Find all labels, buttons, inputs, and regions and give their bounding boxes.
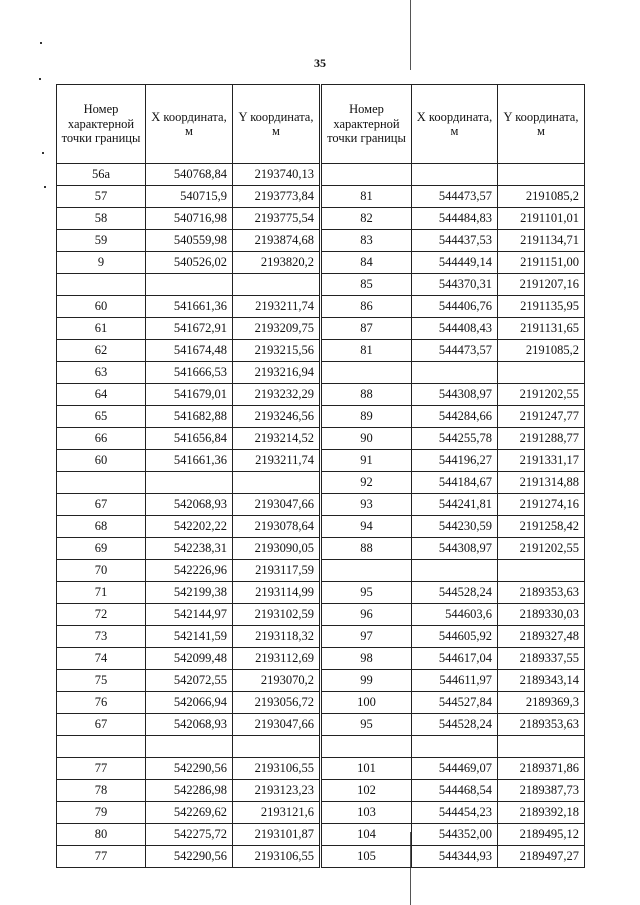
x-coordinate-cell: 541672,91	[146, 318, 233, 340]
table-row	[322, 450, 585, 472]
y-coordinate-cell: 2189371,86	[498, 758, 585, 780]
point-number-cell: 82	[322, 208, 412, 230]
table-row	[57, 516, 320, 538]
x-coordinate-cell: 544308,97	[412, 538, 498, 560]
point-number-cell: 67	[57, 714, 146, 736]
point-number-cell: 99	[322, 670, 412, 692]
y-coordinate-cell	[498, 736, 585, 758]
point-number-cell: 91	[322, 450, 412, 472]
table-row	[57, 472, 320, 494]
table-row	[57, 164, 320, 186]
point-number-cell: 95	[322, 714, 412, 736]
x-coordinate-cell: 544184,67	[412, 472, 498, 494]
x-coordinate-cell: 544473,57	[412, 340, 498, 362]
table-row	[322, 670, 585, 692]
coordinates-table-right	[321, 84, 585, 868]
y-coordinate-cell: 2191274,16	[498, 494, 585, 516]
x-coordinate-cell: 542066,94	[146, 692, 233, 714]
point-number-cell: 97	[322, 626, 412, 648]
table-row	[57, 428, 320, 450]
y-coordinate-cell: 2193211,74	[233, 296, 320, 318]
table-row	[57, 406, 320, 428]
table-row	[322, 274, 585, 296]
point-number-cell: 73	[57, 626, 146, 648]
header-point: Номер характерной точки границы	[57, 85, 146, 164]
table-row	[57, 384, 320, 406]
y-coordinate-cell: 2193214,52	[233, 428, 320, 450]
point-number-cell: 60	[57, 296, 146, 318]
y-coordinate-cell: 2193117,59	[233, 560, 320, 582]
x-coordinate-cell: 541661,36	[146, 450, 233, 472]
point-number-cell: 67	[57, 494, 146, 516]
x-coordinate-cell: 544468,54	[412, 780, 498, 802]
table-row	[57, 692, 320, 714]
y-coordinate-cell: 2193047,66	[233, 494, 320, 516]
point-number-cell: 61	[57, 318, 146, 340]
point-number-cell: 74	[57, 648, 146, 670]
point-number-cell: 62	[57, 340, 146, 362]
table-row	[322, 582, 585, 604]
y-coordinate-cell: 2193078,64	[233, 516, 320, 538]
point-number-cell: 79	[57, 802, 146, 824]
x-coordinate-cell: 541679,01	[146, 384, 233, 406]
table-row	[322, 296, 585, 318]
header-y: Y координата, м	[498, 85, 585, 164]
y-coordinate-cell: 2189327,48	[498, 626, 585, 648]
y-coordinate-cell: 2191101,01	[498, 208, 585, 230]
x-coordinate-cell: 544603,6	[412, 604, 498, 626]
x-coordinate-cell: 544230,59	[412, 516, 498, 538]
x-coordinate-cell: 542072,55	[146, 670, 233, 692]
x-coordinate-cell	[146, 736, 233, 758]
table-row	[322, 780, 585, 802]
y-coordinate-cell: 2193209,75	[233, 318, 320, 340]
point-number-cell: 77	[57, 758, 146, 780]
x-coordinate-cell: 541674,48	[146, 340, 233, 362]
x-coordinate-cell: 544528,24	[412, 714, 498, 736]
y-coordinate-cell: 2189330,03	[498, 604, 585, 626]
table-row	[322, 714, 585, 736]
scan-dot	[44, 186, 46, 188]
table-row	[322, 362, 585, 384]
table-row	[322, 428, 585, 450]
point-number-cell: 71	[57, 582, 146, 604]
y-coordinate-cell: 2193121,6	[233, 802, 320, 824]
table-row	[57, 780, 320, 802]
y-coordinate-cell: 2193090,05	[233, 538, 320, 560]
point-number-cell: 96	[322, 604, 412, 626]
point-number-cell: 72	[57, 604, 146, 626]
point-number-cell: 94	[322, 516, 412, 538]
x-coordinate-cell: 544255,78	[412, 428, 498, 450]
header-y: Y координата, м	[233, 85, 320, 164]
x-coordinate-cell: 542290,56	[146, 846, 233, 868]
header-x: X координата, м	[146, 85, 233, 164]
y-coordinate-cell: 2191207,16	[498, 274, 585, 296]
y-coordinate-cell: 2189392,18	[498, 802, 585, 824]
x-coordinate-cell: 540768,84	[146, 164, 233, 186]
y-coordinate-cell: 2191288,77	[498, 428, 585, 450]
header-row	[57, 85, 320, 164]
point-number-cell: 101	[322, 758, 412, 780]
table-row	[57, 714, 320, 736]
y-coordinate-cell: 2191202,55	[498, 538, 585, 560]
table-row	[322, 494, 585, 516]
y-coordinate-cell: 2193123,23	[233, 780, 320, 802]
point-number-cell: 78	[57, 780, 146, 802]
table-row	[57, 208, 320, 230]
table-row	[57, 274, 320, 296]
table-row	[322, 186, 585, 208]
x-coordinate-cell: 544241,81	[412, 494, 498, 516]
point-number-cell: 57	[57, 186, 146, 208]
point-number-cell: 102	[322, 780, 412, 802]
point-number-cell: 98	[322, 648, 412, 670]
point-number-cell: 76	[57, 692, 146, 714]
x-coordinate-cell: 542068,93	[146, 494, 233, 516]
table-row	[322, 736, 585, 758]
x-coordinate-cell: 542202,22	[146, 516, 233, 538]
x-coordinate-cell: 541666,53	[146, 362, 233, 384]
x-coordinate-cell: 544484,83	[412, 208, 498, 230]
x-coordinate-cell: 540526,02	[146, 252, 233, 274]
point-number-cell: 105	[322, 846, 412, 868]
x-coordinate-cell: 544370,31	[412, 274, 498, 296]
x-coordinate-cell: 542226,96	[146, 560, 233, 582]
x-coordinate-cell	[412, 560, 498, 582]
table-row	[57, 648, 320, 670]
x-coordinate-cell: 544284,66	[412, 406, 498, 428]
table-row	[322, 472, 585, 494]
y-coordinate-cell: 2193874,68	[233, 230, 320, 252]
table-row	[322, 802, 585, 824]
point-number-cell: 83	[322, 230, 412, 252]
x-coordinate-cell	[412, 362, 498, 384]
x-coordinate-cell: 544527,84	[412, 692, 498, 714]
x-coordinate-cell: 544469,07	[412, 758, 498, 780]
y-coordinate-cell: 2191151,00	[498, 252, 585, 274]
y-coordinate-cell: 2191314,88	[498, 472, 585, 494]
y-coordinate-cell: 2189369,3	[498, 692, 585, 714]
point-number-cell: 63	[57, 362, 146, 384]
table-row	[57, 604, 320, 626]
x-coordinate-cell: 544528,24	[412, 582, 498, 604]
point-number-cell: 88	[322, 384, 412, 406]
table-row	[322, 516, 585, 538]
y-coordinate-cell	[498, 560, 585, 582]
point-number-cell	[57, 736, 146, 758]
scan-dot	[42, 152, 44, 154]
table-row	[322, 384, 585, 406]
point-number-cell: 88	[322, 538, 412, 560]
scan-dot	[39, 78, 41, 80]
y-coordinate-cell: 2191258,42	[498, 516, 585, 538]
y-coordinate-cell: 2193820,2	[233, 252, 320, 274]
y-coordinate-cell: 2191247,77	[498, 406, 585, 428]
table-row	[57, 802, 320, 824]
header-row	[322, 85, 585, 164]
x-coordinate-cell: 540716,98	[146, 208, 233, 230]
y-coordinate-cell: 2191131,65	[498, 318, 585, 340]
y-coordinate-cell: 2191085,2	[498, 186, 585, 208]
x-coordinate-cell: 544352,00	[412, 824, 498, 846]
table-row	[57, 824, 320, 846]
y-coordinate-cell: 2193047,66	[233, 714, 320, 736]
point-number-cell: 86	[322, 296, 412, 318]
point-number-cell: 75	[57, 670, 146, 692]
y-coordinate-cell: 2193106,55	[233, 846, 320, 868]
y-coordinate-cell: 2193215,56	[233, 340, 320, 362]
table-row	[57, 252, 320, 274]
y-coordinate-cell: 2191202,55	[498, 384, 585, 406]
table-row	[322, 604, 585, 626]
y-coordinate-cell	[498, 362, 585, 384]
x-coordinate-cell: 542275,72	[146, 824, 233, 846]
x-coordinate-cell	[412, 736, 498, 758]
point-number-cell: 104	[322, 824, 412, 846]
x-coordinate-cell: 542269,62	[146, 802, 233, 824]
point-number-cell: 81	[322, 186, 412, 208]
y-coordinate-cell: 2193232,29	[233, 384, 320, 406]
point-number-cell	[57, 274, 146, 296]
table-row	[322, 252, 585, 274]
point-number-cell: 56а	[57, 164, 146, 186]
table-row	[57, 186, 320, 208]
y-coordinate-cell: 2193114,99	[233, 582, 320, 604]
point-number-cell	[322, 362, 412, 384]
y-coordinate-cell: 2193246,56	[233, 406, 320, 428]
table-row	[57, 318, 320, 340]
y-coordinate-cell	[233, 736, 320, 758]
x-coordinate-cell: 541682,88	[146, 406, 233, 428]
y-coordinate-cell: 2191134,71	[498, 230, 585, 252]
y-coordinate-cell: 2193740,13	[233, 164, 320, 186]
point-number-cell: 103	[322, 802, 412, 824]
page-number: 35	[314, 56, 326, 70]
x-coordinate-cell: 540715,9	[146, 186, 233, 208]
point-number-cell: 64	[57, 384, 146, 406]
x-coordinate-cell: 544408,43	[412, 318, 498, 340]
x-coordinate-cell	[146, 274, 233, 296]
table-row	[322, 824, 585, 846]
y-coordinate-cell: 2189353,63	[498, 582, 585, 604]
point-number-cell: 87	[322, 318, 412, 340]
table-row	[57, 494, 320, 516]
y-coordinate-cell: 2193773,84	[233, 186, 320, 208]
y-coordinate-cell: 2193775,54	[233, 208, 320, 230]
x-coordinate-cell: 542290,56	[146, 758, 233, 780]
point-number-cell: 81	[322, 340, 412, 362]
x-coordinate-cell: 541661,36	[146, 296, 233, 318]
y-coordinate-cell: 2189343,14	[498, 670, 585, 692]
point-number-cell: 70	[57, 560, 146, 582]
table-row	[57, 758, 320, 780]
point-number-cell: 65	[57, 406, 146, 428]
x-coordinate-cell: 544473,57	[412, 186, 498, 208]
x-coordinate-cell: 540559,98	[146, 230, 233, 252]
point-number-cell: 58	[57, 208, 146, 230]
point-number-cell: 85	[322, 274, 412, 296]
table-row	[57, 670, 320, 692]
header-x: X координата, м	[412, 85, 498, 164]
point-number-cell: 84	[322, 252, 412, 274]
table-row	[322, 648, 585, 670]
point-number-cell: 59	[57, 230, 146, 252]
point-number-cell: 60	[57, 450, 146, 472]
table-row	[322, 208, 585, 230]
x-coordinate-cell: 541656,84	[146, 428, 233, 450]
point-number-cell: 90	[322, 428, 412, 450]
x-coordinate-cell: 542199,38	[146, 582, 233, 604]
y-coordinate-cell: 2189497,27	[498, 846, 585, 868]
x-coordinate-cell: 542286,98	[146, 780, 233, 802]
table-row	[322, 846, 585, 868]
table-row	[322, 230, 585, 252]
table-row	[322, 406, 585, 428]
table-row	[322, 758, 585, 780]
coordinates-table-left	[56, 84, 320, 868]
table-row	[322, 340, 585, 362]
x-coordinate-cell: 544617,04	[412, 648, 498, 670]
x-coordinate-cell: 544454,23	[412, 802, 498, 824]
table-row	[322, 560, 585, 582]
y-coordinate-cell: 2193070,2	[233, 670, 320, 692]
table-row	[57, 846, 320, 868]
table-row	[57, 362, 320, 384]
point-number-cell: 93	[322, 494, 412, 516]
x-coordinate-cell: 542141,59	[146, 626, 233, 648]
table-row	[322, 626, 585, 648]
table-row	[57, 560, 320, 582]
y-coordinate-cell	[498, 164, 585, 186]
x-coordinate-cell: 544611,97	[412, 670, 498, 692]
y-coordinate-cell: 2193101,87	[233, 824, 320, 846]
table-row	[57, 296, 320, 318]
point-number-cell	[322, 560, 412, 582]
x-coordinate-cell: 544449,14	[412, 252, 498, 274]
table-row	[322, 318, 585, 340]
table-body-right	[322, 164, 585, 868]
table-row	[57, 538, 320, 560]
y-coordinate-cell: 2189353,63	[498, 714, 585, 736]
table-row	[322, 692, 585, 714]
point-number-cell: 66	[57, 428, 146, 450]
x-coordinate-cell: 544308,97	[412, 384, 498, 406]
y-coordinate-cell: 2193216,94	[233, 362, 320, 384]
table-row	[57, 582, 320, 604]
point-number-cell: 69	[57, 538, 146, 560]
x-coordinate-cell: 544605,92	[412, 626, 498, 648]
y-coordinate-cell	[233, 274, 320, 296]
point-number-cell: 89	[322, 406, 412, 428]
point-number-cell	[322, 164, 412, 186]
y-coordinate-cell: 2191085,2	[498, 340, 585, 362]
header-point: Номер характерной точки границы	[322, 85, 412, 164]
table-row	[57, 626, 320, 648]
point-number-cell: 95	[322, 582, 412, 604]
table-row	[57, 340, 320, 362]
table-body-left	[57, 164, 320, 868]
x-coordinate-cell	[146, 472, 233, 494]
y-coordinate-cell: 2193112,69	[233, 648, 320, 670]
point-number-cell: 9	[57, 252, 146, 274]
x-coordinate-cell: 544406,76	[412, 296, 498, 318]
y-coordinate-cell: 2193106,55	[233, 758, 320, 780]
x-coordinate-cell: 544344,93	[412, 846, 498, 868]
scan-dot	[40, 42, 42, 44]
y-coordinate-cell: 2189337,55	[498, 648, 585, 670]
point-number-cell	[322, 736, 412, 758]
y-coordinate-cell: 2193211,74	[233, 450, 320, 472]
y-coordinate-cell: 2191135,95	[498, 296, 585, 318]
point-number-cell: 68	[57, 516, 146, 538]
x-coordinate-cell: 542144,97	[146, 604, 233, 626]
table-row	[322, 538, 585, 560]
x-coordinate-cell	[412, 164, 498, 186]
point-number-cell: 80	[57, 824, 146, 846]
y-coordinate-cell: 2193118,32	[233, 626, 320, 648]
point-number-cell: 92	[322, 472, 412, 494]
table-row	[322, 164, 585, 186]
x-coordinate-cell: 542068,93	[146, 714, 233, 736]
y-coordinate-cell: 2193102,59	[233, 604, 320, 626]
x-coordinate-cell: 544437,53	[412, 230, 498, 252]
y-coordinate-cell: 2189495,12	[498, 824, 585, 846]
x-coordinate-cell: 544196,27	[412, 450, 498, 472]
point-number-cell	[57, 472, 146, 494]
y-coordinate-cell	[233, 472, 320, 494]
x-coordinate-cell: 542238,31	[146, 538, 233, 560]
x-coordinate-cell: 542099,48	[146, 648, 233, 670]
table-row	[57, 736, 320, 758]
y-coordinate-cell: 2193056,72	[233, 692, 320, 714]
point-number-cell: 77	[57, 846, 146, 868]
y-coordinate-cell: 2191331,17	[498, 450, 585, 472]
table-row	[57, 450, 320, 472]
point-number-cell: 100	[322, 692, 412, 714]
y-coordinate-cell: 2189387,73	[498, 780, 585, 802]
table-row	[57, 230, 320, 252]
